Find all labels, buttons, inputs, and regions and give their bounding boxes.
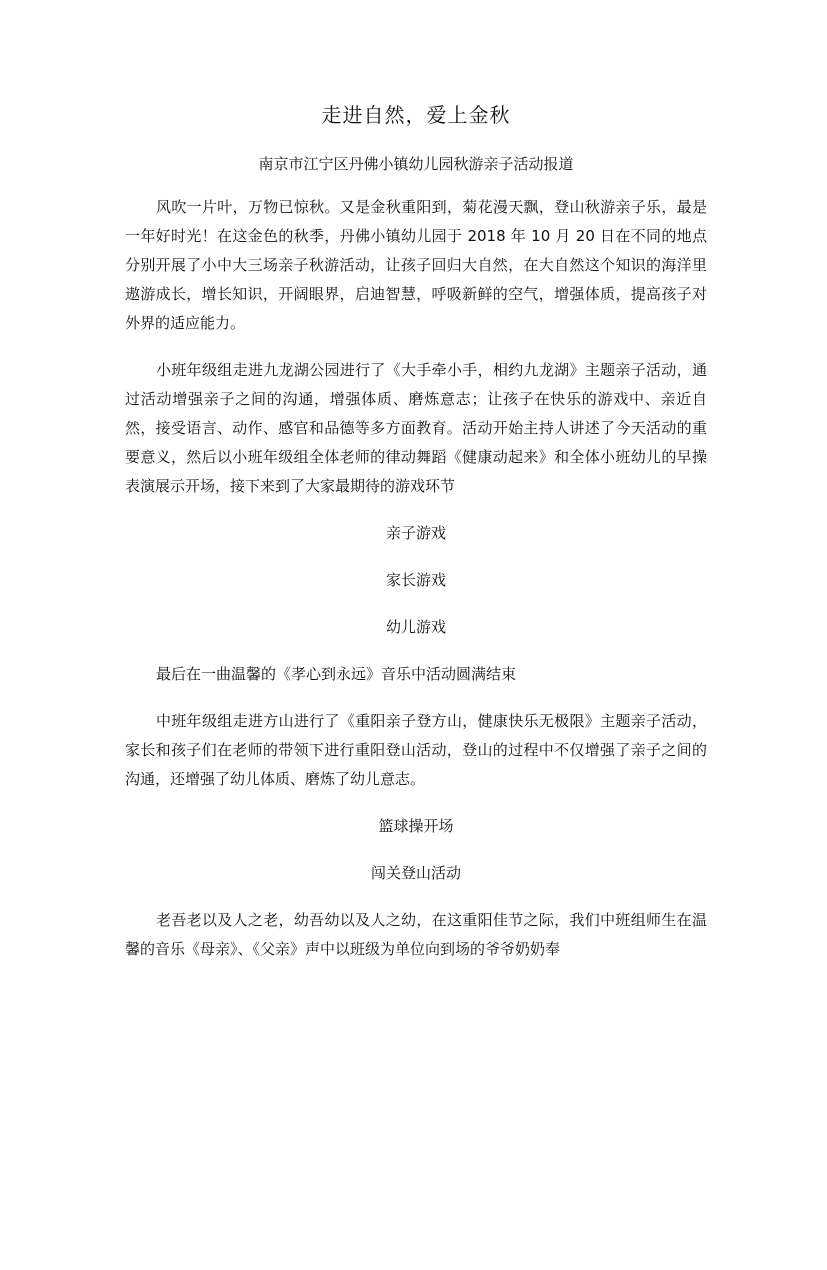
caption-parent-child-games: 亲子游戏: [385, 524, 446, 542]
document-page: [0, 100, 827, 1270]
caption-mountain-challenge: 闯关登山活动: [370, 864, 461, 882]
article-subtitle: 南京市江宁区丹佛小镇幼儿园秋游亲子活动报道: [258, 155, 574, 173]
article-title: 走进自然，爱上金秋: [321, 103, 511, 127]
paragraph-middle-class: 中班年级组走进方山进行了《重阳亲子登方山，健康快乐无极限》主题亲子活动，家长和孩子们在老师的带领下进行重阳登山活动，登山的过程中不仅增强了亲子之间的沟通，还增强了幼儿体质、磨炼了幼儿意志。: [125, 712, 707, 788]
paragraph-closing: 最后在一曲温馨的《孝心到永远》音乐中活动圆满结束: [156, 665, 517, 683]
paragraph-intro: 风吹一片叶，万物已惊秋。又是金秋重阳到，菊花漫天飘，登山秋游亲子乐，最是一年好时光！在这金色的秋季，丹佛小镇幼儿园于 2018 年 10 月 20 日在不同的地点分别开展了小中大三场亲子秋游活动，让孩子回归大自然，在大自然这个知识的海洋里遨游成长，增长知识，开阔眼界，启迪智慧，呼吸新鲜的空气，增强体质，提高孩子对外界的适应能力。: [125, 198, 707, 332]
caption-child-games: 幼儿游戏: [385, 618, 446, 636]
caption-parent-games: 家长游戏: [385, 571, 446, 589]
paragraph-small-class: 小班年级组走进九龙湖公园进行了《大手牵小手，相约九龙湖》主题亲子活动，通过活动增强亲子之间的沟通，增强体质、磨炼意志；让孩子在快乐的游戏中、亲近自然，接受语言、动作、感官和品德等多方面教育。活动开始主持人讲述了今天活动的重要意义，然后以小班年级组全体老师的律动舞蹈《健康动起来》和全体小班幼儿的早操表演展示开场，接下来到了大家最期待的游戏环节: [125, 361, 707, 495]
caption-basketball-opening: 篮球操开场: [378, 817, 454, 835]
paragraph-double-ninth: 老吾老以及人之老，幼吾幼以及人之幼，在这重阳佳节之际，我们中班组师生在温馨的音乐《母亲》、《父亲》声中以班级为单位向到场的爷爷奶奶奉: [125, 911, 707, 958]
